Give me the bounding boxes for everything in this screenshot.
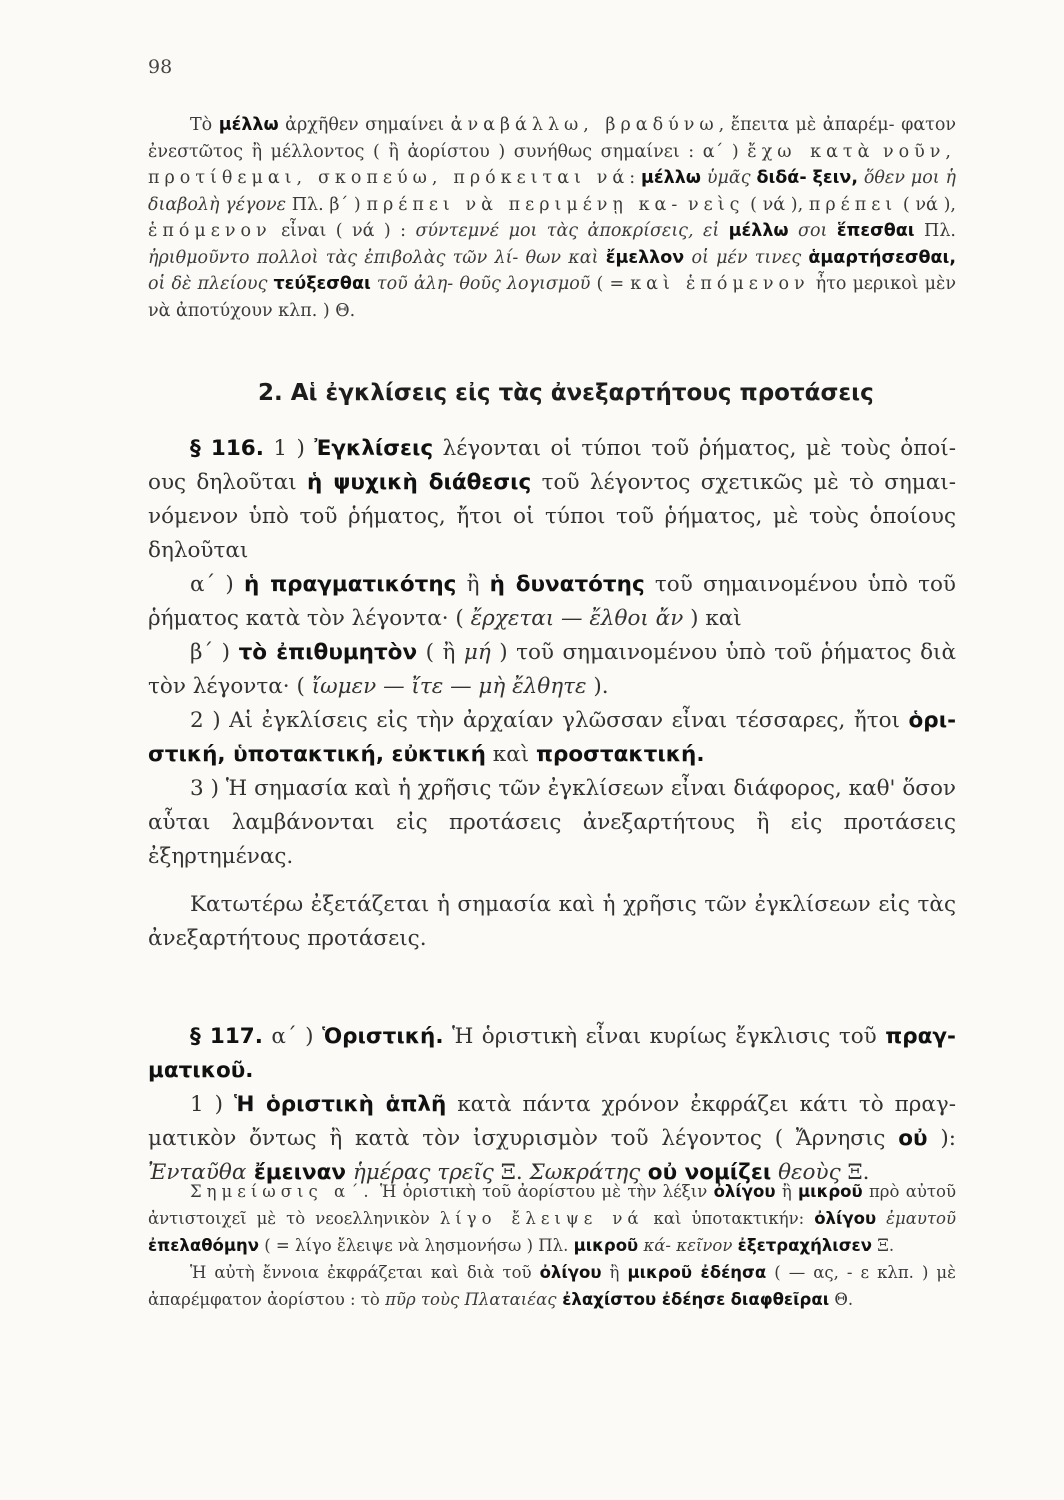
term: ἡ ψυχικὴ διάθεσις (307, 470, 532, 495)
text: ματικὸν ὄντως ἢ κατὰ τὸν ἰσχυρισμὸν τοῦ λέγοντος ( Ἄρνησις (148, 1126, 899, 1151)
term: μέλλω (641, 168, 702, 188)
italic-text: ἀποκρίσεις, εἰ (587, 221, 729, 241)
italic-text: θων καὶ (525, 247, 606, 268)
paragraph-116-2 (148, 704, 956, 772)
term: ἡ πραγματικότης (243, 572, 457, 597)
text: Ἡ ὁριστικὴ τοῦ ἀορίστου μὲ τὴν λέξιν (373, 1182, 714, 1201)
text: κατὰ πάντα χρόνον ἐκφράζει κάτι τὸ πραγ- (446, 1092, 956, 1117)
text: κλπ. ) μὲ ἀπαρέμφατον ἀορίστου : τὸ (148, 1263, 956, 1309)
text: ) τοῦ σημαινομένου ὑπὸ τοῦ ῥήματος διὰ (490, 640, 956, 665)
paragraph-116-k (148, 888, 956, 956)
text: ἐξηρτημένας. (148, 844, 294, 869)
text: καὶ ὑποτακτικήν: (643, 1209, 805, 1228)
spaced-text: ἑπόμενον (148, 221, 272, 241)
italic-text: πῦρ τοὺς Πλαταιέας (385, 1290, 557, 1309)
term: ἡ δυνατότης (489, 572, 645, 597)
term: μικροῦ (573, 1236, 639, 1255)
text: : (629, 168, 642, 188)
term: ὀλίγου (539, 1263, 602, 1282)
text: ῥήματος κατὰ τὸν λέγοντα· ( (148, 606, 471, 631)
term: μικροῦ ἐδέησα (627, 1263, 767, 1282)
italic-text: θοῦς λογισμοῦ (459, 274, 591, 294)
term: ἐπελαθόμην (148, 1236, 259, 1255)
text: καὶ (485, 742, 536, 767)
italic-text: ἔρχεται — ἔλθοι ἄν (470, 606, 684, 631)
page-number: 98 (148, 56, 173, 78)
term: Ὁριστική. (322, 1024, 444, 1049)
text: πρὸ αὐτοῦ ἀντιστοιχεῖ μὲ τὸ νεοελληνικὸν (148, 1182, 956, 1228)
text: ( νά ), (897, 194, 956, 215)
term: διδά- (756, 168, 807, 188)
text: ἢ (775, 1182, 799, 1201)
spaced-text: πρέπει (808, 194, 898, 215)
italic-text: κά- (638, 1236, 671, 1255)
text: δηλοῦται (148, 538, 249, 563)
term: ἔμειναν (246, 1160, 347, 1185)
italic-text: ὅθεν μοι ἡ διαβολὴ γέγονε (148, 168, 956, 215)
text: ) καὶ (683, 606, 742, 631)
italic-text: οἱ μέν τινες (684, 247, 809, 268)
text: τὸν λέγοντα· ( (148, 674, 312, 699)
text: ( = λίγο ἔλειψε νὰ λησμονήσω ) Πλ. (259, 1236, 574, 1255)
italic-text: ἠριθμοῦντο πολλοὶ τὰς ἐπιβολὰς τῶν λί- (148, 247, 519, 268)
text: λέγονται οἱ τύποι τοῦ ῥήματος, μὲ τοὺς ὁποί- (433, 436, 956, 461)
term: ἐλαχίστου ἐδέησε (556, 1290, 726, 1309)
paragraph-117-1 (148, 1088, 956, 1190)
term: ὀλίγου (713, 1182, 776, 1201)
term: μικροῦ (798, 1182, 863, 1201)
text: ( ἢ (417, 640, 464, 665)
spaced-text: πρέπει νὰ περιμένῃ κα- (366, 194, 683, 215)
intro-paragraph (148, 112, 956, 324)
text: ους δηλοῦται (148, 470, 308, 495)
term: τεύξεσθαι (273, 274, 371, 294)
spaced-text: καὶ ἑπόμενον (630, 274, 810, 294)
italic-text: Σωκράτης (529, 1160, 641, 1185)
text: Ἡ ὁριστικὴ εἶναι κυρίως ἔγκλισις τοῦ (443, 1024, 886, 1049)
text: 2 ) Αἱ ἐγκλίσεις εἰς τὴν ἀρχαίαν γλῶσσαν εἶναι τέσσαρες, ἤτοι (190, 708, 909, 733)
text: α΄ ) (262, 1024, 323, 1049)
section-heading: 2. Αἱ ἐγκλίσεις εἰς τὰς ἀνεξαρτήτους προτάσεις (258, 380, 874, 406)
spaced-text: Σημείωσις α΄. (190, 1182, 374, 1201)
term: ἔμελλον (605, 247, 685, 268)
text: νόμενον ὑπὸ τοῦ ῥήματος, ἤτοι οἱ τύποι τοῦ ῥήματος, μὲ τοὺς ὁποίους (148, 504, 956, 529)
italic-text: ἴωμεν — ἴτε — μὴ ἔλθητε (311, 674, 587, 699)
term: ματικοῦ. (148, 1058, 254, 1083)
text: 1 ) (190, 1092, 234, 1117)
text: Τὸ (190, 115, 219, 135)
term: προστακτική. (535, 742, 705, 767)
text: τοῦ λέγοντος σχετικῶς μὲ τὸ σημαι- (531, 470, 956, 495)
italic-text: ἡμέρας τρεῖς (346, 1160, 494, 1185)
note-paragraph-1 (148, 1178, 956, 1259)
term: ξειν, (812, 168, 858, 188)
spaced-text: λίγο ἔλειψε νά (439, 1209, 644, 1228)
text: 3 ) Ἡ σημασία καὶ ἡ χρῆσις τῶν ἐγκλίσεων εἶναι διάφορος, καθ' (190, 776, 896, 801)
text: ἢ (456, 572, 490, 597)
italic-text: μή (463, 640, 491, 665)
paragraph-116-1 (148, 432, 956, 568)
section-117 (148, 1020, 956, 1190)
italic-text: θεοὺς (771, 1160, 841, 1185)
text: Κατωτέρω ἐξετάζεται ἡ σημασία καὶ ἡ χρῆσις τῶν ἐγκλίσεων εἰς (190, 892, 910, 917)
term: ὁρι- (908, 708, 956, 733)
italic-text: ἐμαυτοῦ (876, 1209, 956, 1228)
italic-text: σύντεμνέ μοι τὰς (415, 221, 579, 241)
text: ( = (590, 274, 631, 294)
text: Ἡ αὐτὴ ἔννοια ἐκφράζεται καὶ διὰ τοῦ (190, 1263, 540, 1282)
text: εἶναι ( νά ) : (271, 221, 416, 241)
text: , ἔπειτα μὲ ἀπαρέμ- (718, 115, 895, 135)
text: 1 ) (263, 436, 315, 461)
italic-text: σοι (788, 221, 837, 241)
text: ὅσον αὗται λαμβάνονται εἰς προτάσεις ἀνεξαρτήτους ἢ εἰς προτάσεις (148, 776, 956, 835)
text: ἦτο μερικοὶ μὲν νὰ ἀποτύχουν κλπ. ) Θ. (148, 274, 957, 321)
section-number: § 116. (190, 436, 264, 461)
text: Θ. (829, 1290, 854, 1309)
term: ἁμαρτήσεσθαι, (808, 247, 956, 268)
text: Ξ. (871, 1236, 895, 1255)
text: ἢ (601, 1263, 628, 1282)
text: Ξ. (840, 1160, 870, 1185)
term: τὸ ἐπιθυμητὸν (238, 640, 418, 665)
term: ὀλίγου (814, 1209, 877, 1228)
term: διαφθεῖραι (730, 1290, 830, 1309)
italic-text: οἱ δὲ πλείους (148, 274, 274, 294)
text: α΄ ) (190, 572, 244, 597)
italic-text: Ἐνταῦθα (148, 1160, 247, 1185)
spaced-text: ἔχω κατὰ (747, 141, 875, 162)
paragraph-116-b (148, 636, 956, 704)
text: ( — ας, - ε (766, 1263, 870, 1282)
italic-text: τοῦ ἀλη- (370, 274, 454, 294)
text: Πλ. β΄ ) (286, 194, 367, 215)
spaced-text: ἀναβάλλω, βραδύνω (450, 115, 719, 135)
term: στική, ὑποτακτική, εὐκτική (148, 742, 486, 767)
text: ): (927, 1126, 957, 1151)
text: τὰς ἀνεξαρτήτους προτάσεις. (148, 892, 956, 951)
text: Ξ. (493, 1160, 530, 1185)
italic-text: ὑμᾶς (701, 168, 757, 188)
note-paragraph-2 (148, 1259, 956, 1313)
term: ἐξετραχήλισεν (737, 1236, 872, 1255)
text: ). (586, 674, 609, 699)
note-117 (148, 1178, 956, 1313)
section-number: § 117. (190, 1024, 263, 1049)
paragraph-116-3 (148, 772, 956, 874)
term: μέλλω (218, 115, 279, 135)
text: φατον ἐνεστῶτος ἢ μέλλοντος ( ἢ ἀορίστου ) συνήθως σημαίνει : α΄ ) (148, 115, 956, 162)
term: οὐ (898, 1126, 928, 1151)
text: β΄ ) (190, 640, 239, 665)
italic-text: κεῖνον (676, 1236, 738, 1255)
spaced-text: νεὶς (688, 194, 745, 215)
term: Ἡ ὁριστικὴ ἁπλῆ (233, 1092, 447, 1117)
term: οὐ νομίζει (640, 1160, 772, 1185)
spaced-text: νοῦν, προτίθεμαι, σκοπεύω, πρόκειται νά (148, 141, 956, 188)
paragraph-116-a (148, 568, 956, 636)
text: ( νά ), (744, 194, 809, 215)
text: τοῦ σημαινομένου ὑπὸ τοῦ (644, 572, 956, 597)
term: ἕπεσθαι (836, 221, 915, 241)
paragraph-117-head (148, 1020, 956, 1088)
term: Ἐγκλίσεις (314, 436, 434, 461)
text: Πλ. (914, 221, 956, 241)
term: μέλλω (728, 221, 789, 241)
text: ἀρχῆθεν σημαίνει (278, 115, 451, 135)
term: πραγ- (885, 1024, 956, 1049)
section-116 (148, 432, 956, 956)
